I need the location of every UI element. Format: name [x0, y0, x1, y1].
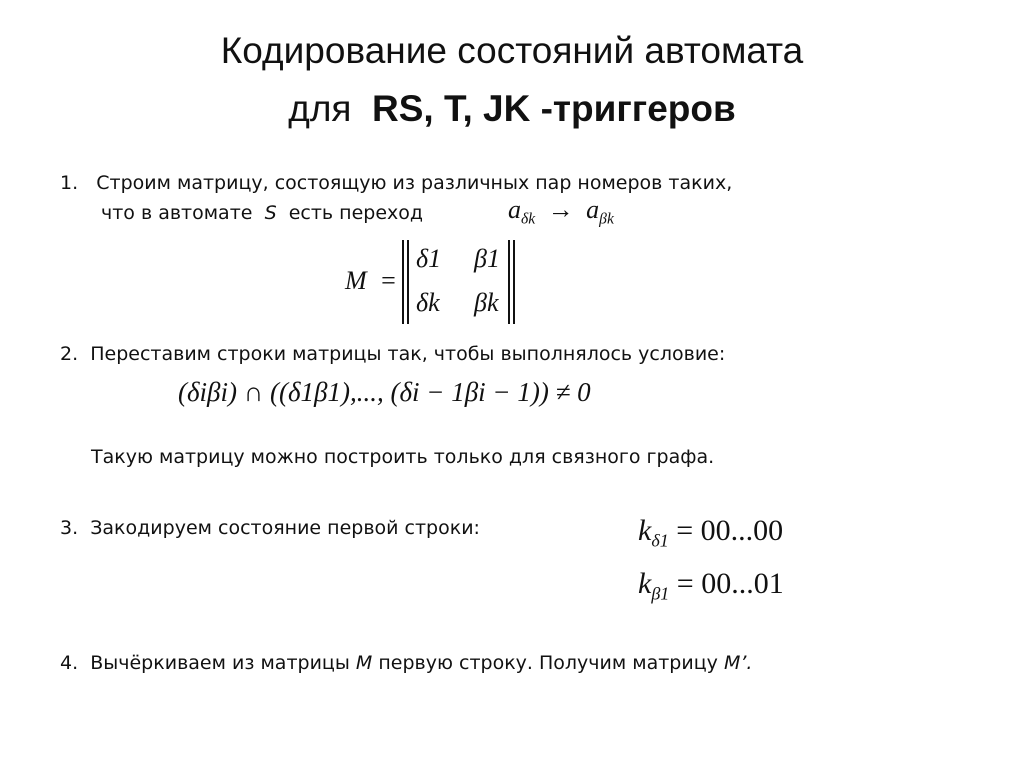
- step-2-note: Такую матрицу можно построить только для связного графа.: [91, 446, 715, 468]
- matrix-r1c1: δ1: [416, 244, 442, 273]
- title-prefix: для: [288, 88, 352, 129]
- transition-sub1: δk: [521, 210, 536, 228]
- transition-a1: a: [508, 195, 521, 224]
- matrix-lhs: [345, 266, 396, 296]
- step-1-text-prefix: что в автомате: [101, 202, 253, 224]
- step-4-line: [60, 652, 752, 674]
- code-formula-1: [638, 514, 783, 551]
- step-3-number: 3.: [60, 517, 79, 539]
- matrix-r2c2: βk: [474, 288, 499, 317]
- code2-sub: β1: [651, 583, 670, 604]
- matrix-eq: =: [381, 266, 396, 295]
- step-1-number: 1.: [60, 172, 79, 194]
- step-2-text: Переставим строки матрицы так, чтобы выполнялось условие:: [90, 343, 726, 365]
- step-3-line: [60, 517, 480, 539]
- step-1-text-suffix: есть переход: [288, 202, 424, 224]
- step-1-var-s: S: [264, 202, 277, 224]
- code1-k: k: [638, 514, 652, 547]
- transition-arrow: →: [547, 195, 574, 224]
- code2-k: k: [638, 567, 652, 600]
- step-4-text-middle: первую строку. Получим матрицу: [378, 652, 718, 674]
- step-4-number: 4.: [60, 652, 79, 674]
- step-1-text: Строим матрицу, состоящую из различных пар номеров таких,: [96, 172, 733, 194]
- step-4-var-m-prime: M’.: [723, 652, 753, 674]
- code-formula-2: [638, 567, 784, 604]
- slide-title-line2: [0, 88, 1024, 130]
- step-2-line: [60, 343, 725, 365]
- transition-formula: [508, 195, 614, 228]
- matrix-r2c1: δk: [416, 288, 440, 317]
- condition-formula: (δiβi) ∩ ((δ1β1),..., (δi − 1βi − 1)) ≠ 0: [178, 377, 591, 407]
- step-1-line2: [101, 202, 423, 224]
- matrix-bar-right-2: [513, 240, 515, 324]
- step-1-line1: [60, 172, 732, 194]
- step-4-text-prefix: Вычёркиваем из матрицы: [90, 652, 350, 674]
- step-4-var-m: M: [355, 652, 373, 674]
- matrix-m: M: [345, 266, 367, 295]
- step-2-number: 2.: [60, 343, 79, 365]
- transition-sub2: βk: [599, 210, 614, 228]
- transition-a2: a: [586, 195, 600, 224]
- code1-sub: δ1: [651, 530, 669, 551]
- code1-value: = 00...00: [676, 514, 784, 547]
- code2-value: = 00...01: [676, 567, 784, 600]
- matrix-bar-right-1: [508, 240, 510, 324]
- title-bold: RS, T, JK -триггеров: [372, 88, 736, 129]
- matrix-bar-left-2: [407, 240, 409, 324]
- step-3-text: Закодируем состояние первой строки:: [90, 517, 480, 539]
- matrix-bar-left-1: [402, 240, 404, 324]
- slide-title-line1: Кодирование состояний автомата: [220, 30, 804, 71]
- matrix-r1c2: β1: [474, 244, 500, 273]
